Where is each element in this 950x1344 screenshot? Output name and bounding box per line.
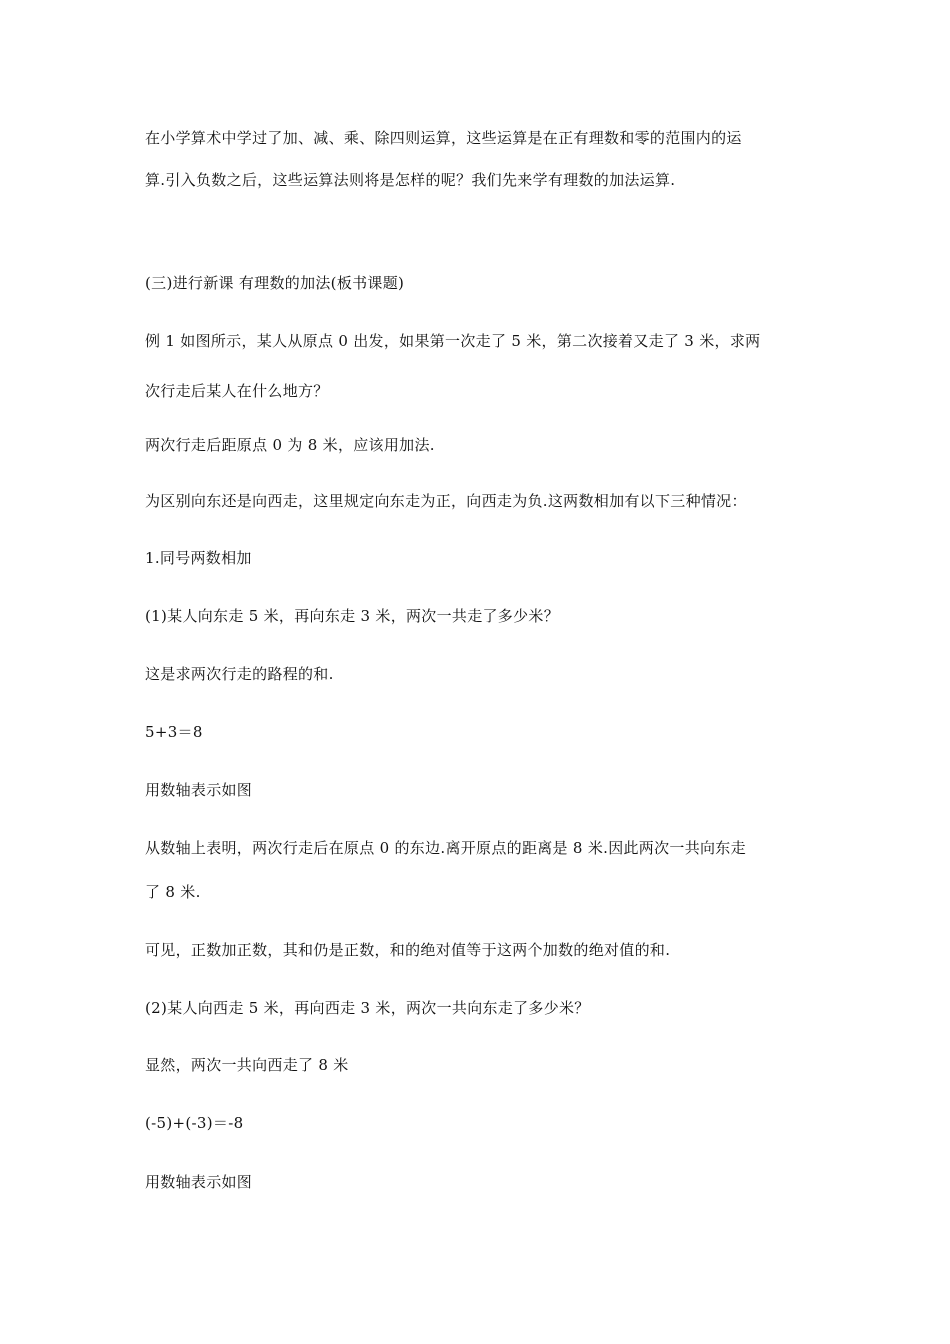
paragraph-intro-line-2: 算.引入负数之后，这些运算法则将是怎样的呢？我们先来学有理数的加法运算.: [145, 171, 676, 189]
case-1-question: (1)某人向东走 5 米，再向东走 3 米，两次一共走了多少米？: [145, 607, 560, 625]
case-1-equation: 5+3＝8: [145, 723, 203, 741]
case-2-answer: 显然，两次一共向西走了 8 米: [145, 1056, 349, 1074]
paragraph-sign-rule: 为区别向东还是向西走，这里规定向东走为正，向西走为负.这两数相加有以下三种情况：: [145, 492, 747, 510]
case-1-conclusion-line-1: 从数轴上表明，两次行走后在原点 0 的东边.离开原点的距离是 8 米.因此两次一共向东走: [145, 839, 746, 857]
rule-positive-addition: 可见，正数加正数，其和仍是正数，和的绝对值等于这两个加数的绝对值的和.: [145, 941, 671, 959]
subheading-same-sign: 1.同号两数相加: [145, 549, 252, 567]
case-1-conclusion-line-2: 了 8 米.: [145, 883, 201, 901]
case-2-equation: (-5)+(-3)＝-8: [145, 1114, 244, 1132]
case-1-explanation: 这是求两次行走的路程的和.: [145, 665, 334, 683]
paragraph-intro-line-1: 在小学算术中学过了加、减、乘、除四则运算，这些运算是在正有理数和零的范围内的运: [145, 129, 742, 147]
number-line-caption-2: 用数轴表示如图: [145, 1173, 253, 1191]
case-2-question: (2)某人向西走 5 米，再向西走 3 米，两次一共向东走了多少米？: [145, 999, 590, 1017]
example-1-line-2: 次行走后某人在什么地方？: [145, 382, 329, 400]
number-line-caption-1: 用数轴表示如图: [145, 781, 253, 799]
paragraph-distance: 两次行走后距原点 0 为 8 米，应该用加法.: [145, 436, 435, 454]
example-1-line-1: 例 1 如图所示，某人从原点 0 出发，如果第一次走了 5 米，第二次接着又走了 3 米，求两: [145, 332, 761, 350]
section-heading: (三)进行新课 有理数的加法(板书课题): [145, 274, 405, 292]
